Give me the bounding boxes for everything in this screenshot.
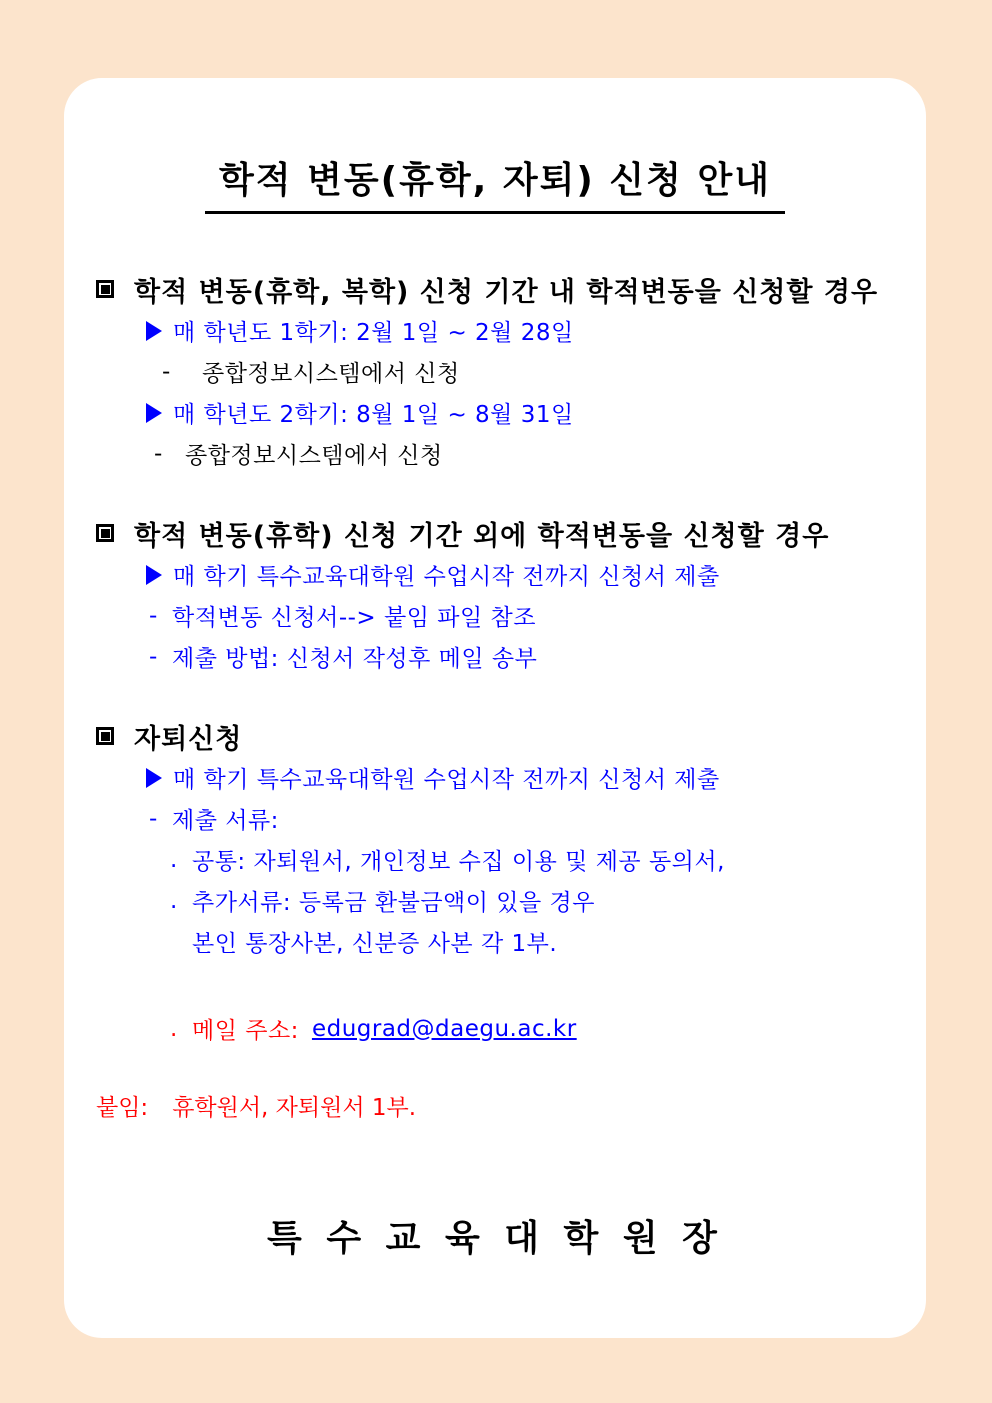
section-heading — [96, 268, 894, 310]
list-item-text: 종합정보시스템에서 신청 — [185, 443, 443, 469]
arrow-bullet-icon — [146, 321, 162, 341]
list-item-text: 본인 통장사본, 신분증 사본 각 1부. — [192, 931, 558, 957]
list-item-text: 제출 서류: — [172, 808, 279, 834]
email-label: 메일 주소: — [192, 1018, 299, 1044]
square-bullet-icon — [96, 524, 114, 542]
list-item-text: 매 학년도 2학기: 8월 1일 ~ 8월 31일 — [173, 402, 574, 428]
attachment-label: 붙임: — [96, 1095, 149, 1121]
list-item-dash — [96, 595, 894, 636]
arrow-bullet-icon — [146, 768, 162, 788]
arrow-bullet-icon — [146, 403, 162, 423]
sections — [96, 268, 894, 1049]
dash-marker: - — [162, 358, 171, 385]
list-item-dash — [96, 433, 894, 474]
dash-marker: - — [154, 440, 163, 467]
dash-marker: - — [149, 602, 158, 629]
list-item-text: 추가서류: 등록금 환불금액이 있을 경우 — [192, 890, 595, 916]
section-2 — [96, 512, 894, 677]
list-item-text: 제출 방법: 신청서 작성후 메일 송부 — [172, 646, 538, 672]
list-item-arrow — [96, 554, 894, 595]
list-item-dot — [96, 880, 894, 921]
signature: 특 수 교 육 대 학 원 장 — [267, 1218, 723, 1259]
email-marker: . — [170, 1015, 178, 1042]
section-1 — [96, 268, 894, 474]
list-item-arrow — [96, 757, 894, 798]
list-item-dot — [96, 839, 894, 880]
section-heading — [96, 512, 894, 554]
section-heading-text: 학적 변동(휴학) 신청 기간 외에 학적변동을 신청할 경우 — [134, 520, 830, 552]
section-heading — [96, 715, 894, 757]
section-heading-text: 자퇴신청 — [134, 723, 243, 755]
dot-marker: . — [170, 846, 178, 873]
section-heading-text: 학적 변동(휴학, 복학) 신청 기간 내 학적변동을 신청할 경우 — [134, 276, 879, 308]
list-item-text: 종합정보시스템에서 신청 — [202, 361, 460, 387]
list-item-text: 매 학기 특수교육대학원 수업시작 전까지 신청서 제출 — [173, 564, 720, 590]
attachment-note — [96, 1085, 894, 1126]
list-item-dash — [96, 798, 894, 839]
list-item-text: 공통: 자퇴원서, 개인정보 수집 이용 및 제공 동의서, — [192, 849, 725, 875]
list-item-text: 매 학기 특수교육대학원 수업시작 전까지 신청서 제출 — [173, 767, 720, 793]
section-items — [96, 554, 894, 677]
square-bullet-icon — [96, 280, 114, 298]
list-item-email — [96, 1008, 894, 1049]
list-item-arrow — [96, 392, 894, 433]
email-link[interactable]: edugrad@daegu.ac.kr — [311, 1015, 577, 1042]
section-items — [96, 757, 894, 1049]
list-item-plain — [96, 921, 894, 962]
list-item-text: 매 학년도 1학기: 2월 1일 ~ 2월 28일 — [173, 320, 574, 346]
page-title: 학적 변동(휴학, 자퇴) 신청 안내 — [205, 152, 785, 214]
dash-marker: - — [149, 643, 158, 670]
dash-marker: - — [149, 805, 158, 832]
section-items — [96, 310, 894, 474]
list-item-dash — [96, 351, 894, 392]
list-item-dash — [96, 636, 894, 677]
arrow-bullet-icon — [146, 565, 162, 585]
document-card — [64, 78, 926, 1338]
list-item-arrow — [96, 310, 894, 351]
section-3 — [96, 715, 894, 1049]
attachment-text: 휴학원서, 자퇴원서 1부. — [172, 1095, 417, 1121]
list-item-text: 학적변동 신청서--> 붙임 파일 참조 — [172, 605, 536, 631]
dot-marker: . — [170, 887, 178, 914]
square-bullet-icon — [96, 727, 114, 745]
